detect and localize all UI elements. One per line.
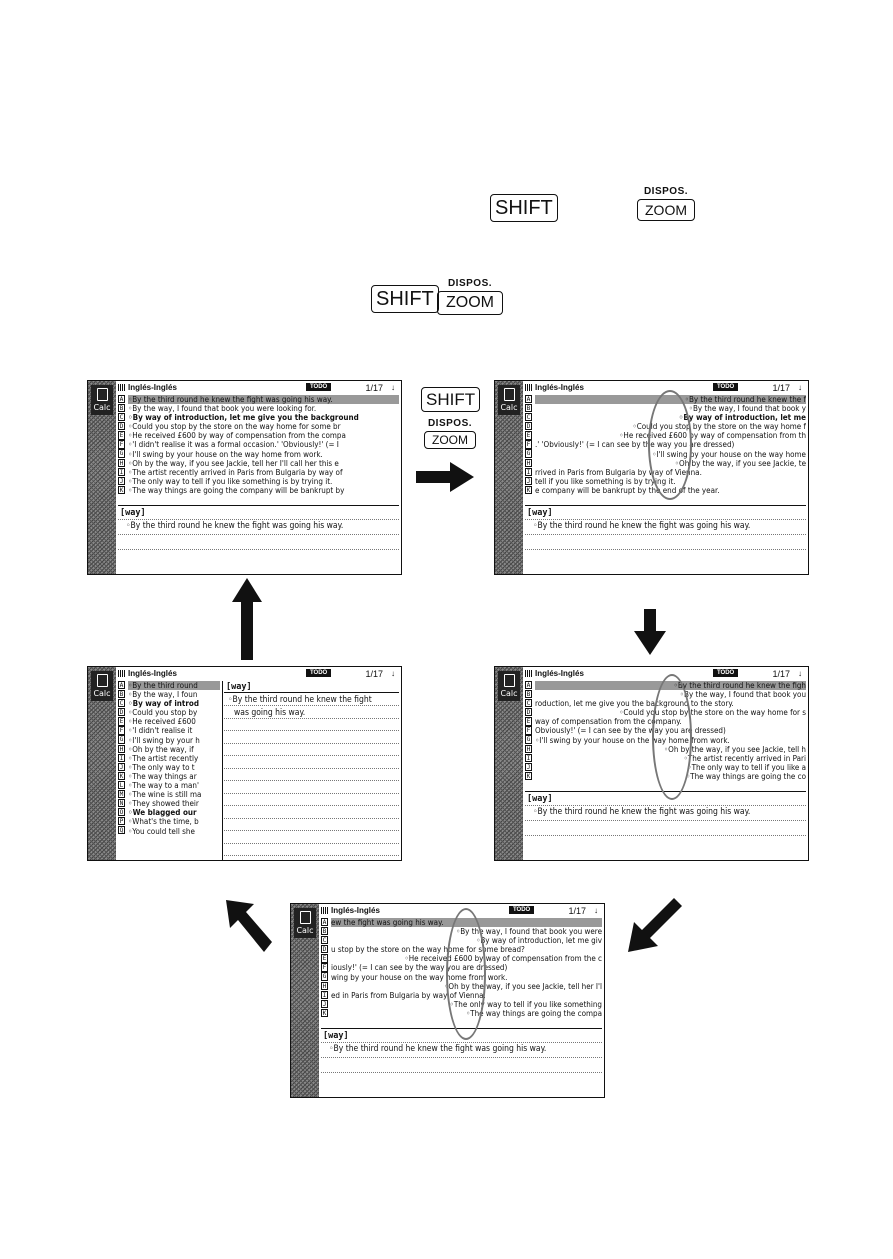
sidebar-panel xyxy=(291,904,319,1097)
list-item[interactable]: way of compensation from the company. xyxy=(535,717,682,727)
index-letter[interactable]: C xyxy=(119,414,124,422)
grid-icon xyxy=(321,907,328,914)
list-item[interactable]: ◦Oh by the way, if you see Jackie, te xyxy=(674,458,806,468)
list-item[interactable]: ◦By the third round he knew the figh xyxy=(535,681,806,690)
page-indicator: 1/17 xyxy=(772,383,790,393)
list-item[interactable]: ◦Oh by the way, if xyxy=(128,744,194,754)
index-letter[interactable]: G xyxy=(526,736,531,744)
headword: [way] xyxy=(323,1031,349,1041)
list-item[interactable]: ◦The only way to tell if you like something xyxy=(449,999,602,1009)
list-item[interactable]: ◦By the third round he knew the f xyxy=(535,395,806,404)
index-letters xyxy=(525,395,532,495)
list-item[interactable]: ew the fight was going his way. xyxy=(331,918,602,927)
index-letter[interactable]: F xyxy=(526,441,531,449)
list-item[interactable]: ◦By way of introduction, let me xyxy=(678,413,806,423)
status-badge: TODO xyxy=(306,669,331,677)
arrow-down xyxy=(634,609,666,655)
index-letter[interactable]: G xyxy=(322,973,327,981)
list-item[interactable]: ◦By the third round he knew the fight was going his way. xyxy=(128,395,399,404)
index-letter[interactable]: H xyxy=(526,745,531,753)
list-item[interactable]: .' 'Obviously!' (= I can see by the way you are dressed) xyxy=(535,440,735,450)
index-letter[interactable]: C xyxy=(526,414,531,422)
headword: [way] xyxy=(120,508,146,518)
list-item[interactable]: ◦Could you stop by xyxy=(128,708,198,718)
index-letter[interactable]: A xyxy=(119,682,124,689)
index-letter[interactable]: A xyxy=(526,682,531,689)
sidebar-panel xyxy=(88,667,116,860)
example-sentence: ◦By the third round he knew the fight was going his way. xyxy=(533,807,751,817)
index-letter[interactable]: C xyxy=(119,700,124,708)
list-item[interactable]: ◦By the third round xyxy=(128,681,220,690)
grid-icon xyxy=(118,670,125,677)
index-letter[interactable]: J xyxy=(526,477,531,485)
example-sentence: ◦By the third round he knew the fight was going his way. xyxy=(533,521,751,531)
list-item[interactable]: Obviously!' (= I can see by the way you are dressed) xyxy=(535,726,726,736)
list-item[interactable]: ◦The artist recently arrived in Pari xyxy=(683,753,806,763)
list-item[interactable]: ◦By way of introduction, let me give you the background xyxy=(128,413,359,423)
list-item[interactable]: ◦By the way, I found that book y xyxy=(688,404,806,414)
index-letter[interactable]: E xyxy=(526,718,531,726)
index-letter[interactable]: C xyxy=(322,937,327,945)
calc-label: Calc xyxy=(500,689,518,698)
list-item[interactable]: roduction, let me give you the background to the story. xyxy=(535,699,734,709)
scroll-down-icon: ↓ xyxy=(391,669,395,678)
list-item[interactable]: ◦The artist recently xyxy=(128,753,199,763)
page-indicator: 1/17 xyxy=(365,383,383,393)
index-letter[interactable]: H xyxy=(119,745,124,753)
index-letter[interactable]: N xyxy=(119,800,124,808)
list-item[interactable]: ◦The only way to tell if you like something is by trying it. xyxy=(128,476,333,486)
dictionary-title: Inglés-Inglés xyxy=(535,669,584,678)
status-badge: TODO xyxy=(713,383,738,391)
index-letter[interactable]: A xyxy=(526,396,531,403)
calc-button[interactable] xyxy=(498,671,520,701)
index-letter[interactable]: D xyxy=(526,709,531,717)
calculator-icon xyxy=(504,388,515,401)
example-sentence: ◦By the third round he knew the fight was going his way. xyxy=(126,521,344,531)
index-letter[interactable]: J xyxy=(119,477,124,485)
index-letter[interactable]: D xyxy=(322,946,327,954)
index-letter[interactable]: H xyxy=(119,459,124,467)
list-item[interactable]: rrived in Paris from Bulgaria by way of Vienna. xyxy=(535,467,702,477)
index-letter[interactable]: B xyxy=(119,405,124,413)
index-letter[interactable]: G xyxy=(526,450,531,458)
list-item[interactable]: ◦The way things ar xyxy=(128,771,197,781)
index-letter[interactable]: F xyxy=(119,727,124,735)
list-item[interactable]: ◦He received £600 xyxy=(128,717,196,727)
dictionary-title: Inglés-Inglés xyxy=(128,383,177,392)
calc-label: Calc xyxy=(500,403,518,412)
sidebar-panel xyxy=(495,381,523,574)
index-letter[interactable]: K xyxy=(119,486,124,494)
headword: [way] xyxy=(226,682,252,692)
list-item[interactable]: ◦By way of introd xyxy=(128,699,199,709)
index-letter[interactable]: F xyxy=(322,964,327,972)
status-badge: TODO xyxy=(306,383,331,391)
screen-normal-view xyxy=(87,380,402,575)
list-item[interactable]: ◦By the way, I found that book you were looking for. xyxy=(128,404,317,414)
headword: [way] xyxy=(527,508,553,518)
index-letter[interactable]: F xyxy=(526,727,531,735)
index-letter[interactable]: H xyxy=(322,982,327,990)
screen-header xyxy=(118,669,397,680)
index-letter[interactable]: K xyxy=(526,772,531,780)
list-item[interactable]: ◦I'll swing by your house on the way home xyxy=(652,449,806,459)
index-letter[interactable]: I xyxy=(119,754,124,762)
shift-key-glyph: SHIFT xyxy=(371,285,439,313)
calc-button[interactable] xyxy=(294,908,316,938)
list-item[interactable]: ◦Could you stop by the store on the way home for s xyxy=(619,708,806,718)
calculator-icon xyxy=(300,911,311,924)
list-item[interactable]: iously!' (= I can see by the way you are dressed) xyxy=(331,963,508,973)
screen-scroll-step-2 xyxy=(494,666,809,861)
list-item[interactable]: ed in Paris from Bulgaria by way of Vienna. xyxy=(331,990,486,1000)
calc-button[interactable] xyxy=(91,385,113,415)
index-letter[interactable]: M xyxy=(119,790,124,798)
zoom-key-glyph: DISPOS. ZOOM xyxy=(437,278,503,315)
example-list xyxy=(128,681,220,836)
list-item[interactable]: ◦What's the time, b xyxy=(128,817,199,827)
scroll-down-icon: ↓ xyxy=(391,383,395,392)
index-letter[interactable]: I xyxy=(526,754,531,762)
index-letter[interactable]: B xyxy=(526,405,531,413)
example-list xyxy=(128,395,399,495)
scroll-down-icon: ↓ xyxy=(798,669,802,678)
arrow-right xyxy=(416,462,474,492)
index-letter[interactable]: K xyxy=(526,486,531,494)
list-item[interactable]: ◦They showed their xyxy=(128,799,199,809)
list-item[interactable]: ◦The way to a man' xyxy=(128,781,199,791)
grid-icon xyxy=(525,670,532,677)
index-letter[interactable]: K xyxy=(119,772,124,780)
screen-split-view xyxy=(87,666,402,861)
index-letter[interactable]: B xyxy=(322,928,327,936)
index-letter[interactable]: D xyxy=(526,423,531,431)
list-item[interactable]: ◦He received £600 by way of compensation from the c xyxy=(404,954,602,964)
highlight-oval xyxy=(446,908,486,1040)
list-item[interactable]: ◦The only way to tell if you like a xyxy=(687,762,806,772)
list-item[interactable]: ◦Oh by the way, if you see Jackie, tell h xyxy=(663,744,806,754)
list-item[interactable]: ◦The artist recently arrived in Paris from Bulgaria by way of xyxy=(128,467,343,477)
index-letter[interactable]: C xyxy=(526,700,531,708)
index-letter[interactable]: I xyxy=(119,468,124,476)
highlight-oval xyxy=(648,390,692,500)
example-sentence: was going his way. xyxy=(234,708,306,718)
sidebar-panel xyxy=(495,667,523,860)
scroll-down-icon: ↓ xyxy=(798,383,802,392)
list-item[interactable]: ◦The only way to t xyxy=(128,762,195,772)
example-sentence: ◦By the third round he knew the fight was going his way. xyxy=(329,1044,547,1054)
grid-icon xyxy=(525,384,532,391)
list-item[interactable]: ◦Oh by the way, if you see Jackie, tell her I'l xyxy=(444,981,602,991)
arrow-up xyxy=(232,578,262,660)
dictionary-title: Inglés-Inglés xyxy=(535,383,584,392)
calc-button[interactable] xyxy=(91,671,113,701)
list-item[interactable]: ◦We blagged our xyxy=(128,808,197,818)
index-letters xyxy=(321,918,328,1018)
headword: [way] xyxy=(527,794,553,804)
index-letter[interactable]: O xyxy=(119,809,124,817)
calc-label: Calc xyxy=(93,403,111,412)
index-letter[interactable]: Q xyxy=(119,827,124,835)
calculator-icon xyxy=(97,388,108,401)
list-item[interactable]: ◦By the way, I found that book you were xyxy=(455,927,602,937)
list-item[interactable]: ◦'I didn't realise it xyxy=(128,726,193,736)
index-letter[interactable]: J xyxy=(322,1000,327,1008)
list-item[interactable]: ◦I'll swing by your house on the way home from work. xyxy=(535,735,730,745)
index-letter[interactable]: D xyxy=(119,709,124,717)
list-item[interactable]: ◦Oh by the way, if you see Jackie, tell her I'll call her this e xyxy=(128,458,339,468)
calculator-icon xyxy=(504,674,515,687)
index-letter[interactable]: A xyxy=(322,919,327,926)
page-indicator: 1/17 xyxy=(772,669,790,679)
index-letters xyxy=(525,681,532,781)
status-badge: TODO xyxy=(509,906,534,914)
index-letter[interactable]: D xyxy=(119,423,124,431)
list-item[interactable]: ◦By way of introduction, let me giv xyxy=(476,936,602,946)
list-item[interactable]: ◦The wine is still ma xyxy=(128,790,202,800)
screen-header xyxy=(118,383,397,394)
index-letter[interactable]: L xyxy=(119,781,124,789)
index-letter[interactable]: G xyxy=(119,736,124,744)
shift-key-glyph: SHIFT xyxy=(421,387,480,412)
index-letters xyxy=(118,395,125,495)
index-letter[interactable]: A xyxy=(119,396,124,403)
index-letter[interactable]: B xyxy=(119,691,124,699)
index-letter[interactable]: I xyxy=(526,468,531,476)
list-item[interactable]: wing by your house on the way home from work. xyxy=(331,972,508,982)
grid-icon xyxy=(118,384,125,391)
sidebar-panel xyxy=(88,381,116,574)
list-item[interactable]: u stop by the store on the way home for some bread? xyxy=(331,945,525,955)
list-item[interactable]: ◦You could tell she xyxy=(128,826,195,836)
arrow-up-left xyxy=(226,900,272,952)
index-letters xyxy=(118,681,125,835)
list-item[interactable]: ◦Could you stop by the store on the way home f xyxy=(632,422,806,432)
calc-label: Calc xyxy=(296,926,314,935)
index-letter[interactable]: K xyxy=(322,1009,327,1017)
index-letter[interactable]: F xyxy=(119,441,124,449)
index-letter[interactable]: G xyxy=(119,450,124,458)
list-item[interactable]: ◦He received £600 by way of compensation from th xyxy=(619,431,806,441)
index-letter[interactable]: E xyxy=(526,432,531,440)
scroll-down-icon: ↓ xyxy=(594,906,598,915)
list-item[interactable]: ◦By the way, I found that book you xyxy=(679,690,806,700)
index-letter[interactable]: E xyxy=(322,955,327,963)
highlight-oval xyxy=(652,674,692,800)
list-item[interactable]: ◦The way things are going the co xyxy=(685,771,806,781)
dictionary-title: Inglés-Inglés xyxy=(128,669,177,678)
page-indicator: 1/17 xyxy=(568,906,586,916)
list-item[interactable]: e company will be bankrupt by the end of the year. xyxy=(535,485,720,495)
status-badge: TODO xyxy=(713,669,738,677)
index-letter[interactable]: J xyxy=(119,763,124,771)
list-item[interactable]: tell if you like something is by trying it. xyxy=(535,476,676,486)
index-letter[interactable]: J xyxy=(526,763,531,771)
list-item[interactable]: ◦By the way, I foun xyxy=(128,690,198,700)
shift-key-glyph: SHIFT xyxy=(490,194,558,222)
calc-button[interactable] xyxy=(498,385,520,415)
calc-label: Calc xyxy=(93,689,111,698)
list-item[interactable]: ◦The way things are going the compa xyxy=(465,1008,602,1018)
zoom-key-glyph: DISPOS. ZOOM xyxy=(637,186,695,221)
index-letter[interactable]: E xyxy=(119,432,124,440)
list-item[interactable]: ◦I'll swing by your h xyxy=(128,735,200,745)
example-sentence: ◦By the third round he knew the fight xyxy=(228,695,372,705)
index-letter[interactable]: B xyxy=(526,691,531,699)
index-letter[interactable]: I xyxy=(322,991,327,999)
calculator-icon xyxy=(97,674,108,687)
list-item[interactable]: ◦He received £600 by way of compensation from the compa xyxy=(128,431,346,441)
list-item[interactable]: ◦'I didn't realise it was a formal occasion.' 'Obviously!' (= I xyxy=(128,440,339,450)
index-letter[interactable]: E xyxy=(119,718,124,726)
list-item[interactable]: ◦The way things are going the company will be bankrupt by xyxy=(128,485,345,495)
page-indicator: 1/17 xyxy=(365,669,383,679)
arrow-down-left xyxy=(628,898,682,952)
list-item[interactable]: ◦I'll swing by your house on the way home from work. xyxy=(128,449,323,459)
zoom-key-glyph: DISPOS. ZOOM xyxy=(424,418,476,449)
list-item[interactable]: ◦Could you stop by the store on the way home for some br xyxy=(128,422,341,432)
index-letter[interactable]: H xyxy=(526,459,531,467)
dictionary-title: Inglés-Inglés xyxy=(331,906,380,915)
index-letter[interactable]: P xyxy=(119,818,124,826)
